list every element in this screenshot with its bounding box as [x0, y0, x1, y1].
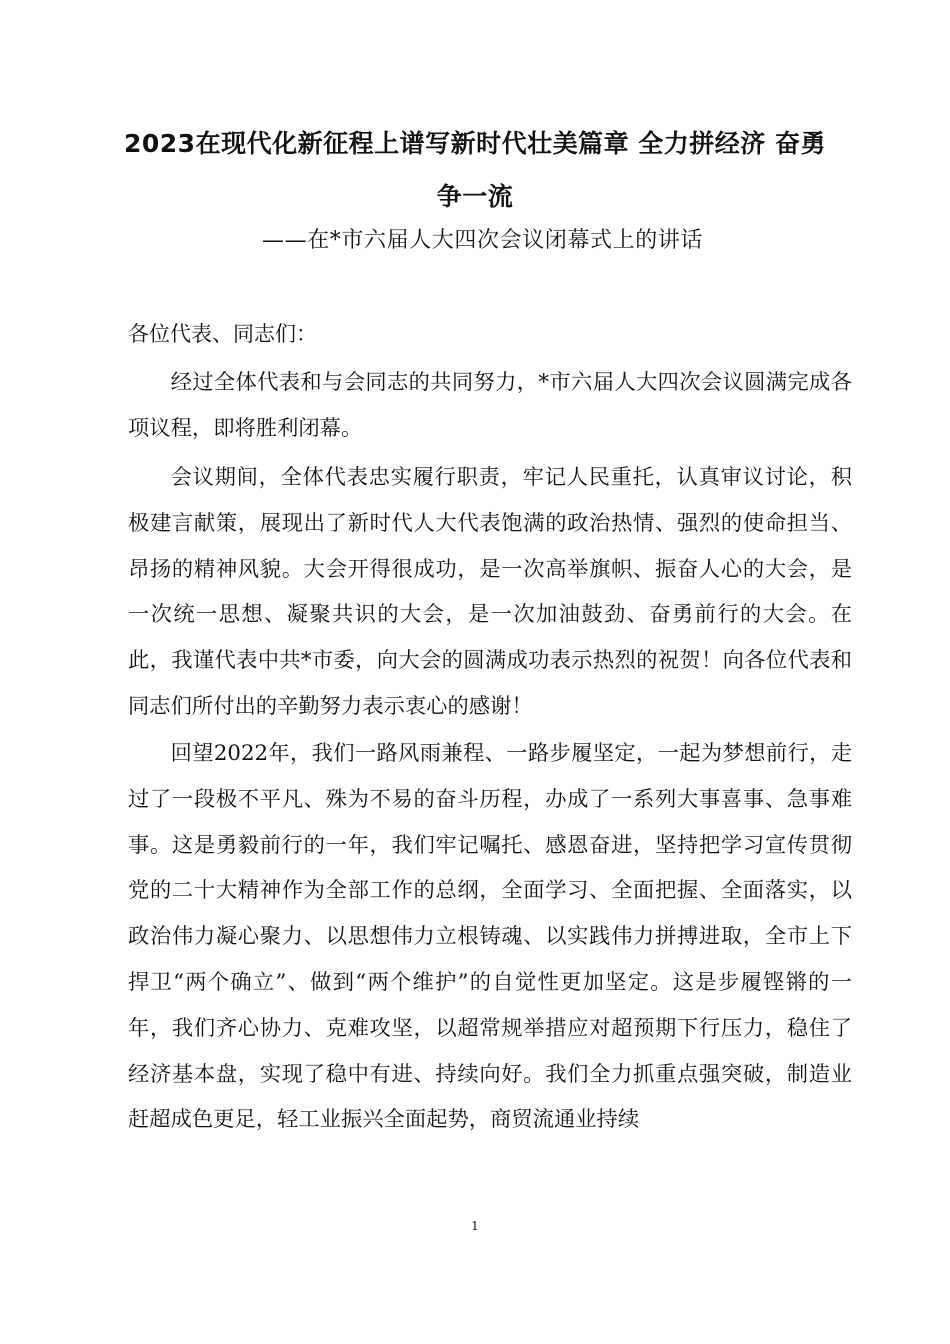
body-paragraph-3: 回望2022年，我们一路风雨兼程、一路步履坚定，一起为梦想前行，走过了一段极不平凡、殊为不易的奋斗历程，办成了一系列大事喜事、急事难事。这是勇毅前行的一年，我们牢记嘱托、感恩奋进，坚持把学习宣传贯彻党的二十大精神作为全部工作的总纲，全面学习、全面把握、全面落实，以政治伟力凝心聚力、以思想伟力立根铸魂、以实践伟力拼搏进取，全市上下捍卫“两个确立”、做到“两个维护”的自觉性更加坚定。这是步履铿锵的一年，我们齐心协力、克难攻坚，以超常规举措应对超预期下行压力，稳住了经济基本盘，实现了稳中有进、持续向好。我们全力抓重点强突破，制造业赶超成色更足，轻工业振兴全面起势，商贸流通业持续 — [128, 741, 852, 1133]
body-paragraph-1: 经过全体代表和与会同志的共同努力，*市六届人大四次会议圆满完成各项议程，即将胜利闭幕。 — [128, 370, 852, 441]
body-paragraph-2: 会议期间，全体代表忠实履行职责，牢记人民重托，认真审议讨论，积极建言献策，展现出了新时代人大代表饱满的政治热情、强烈的使命担当、昂扬的精神风貌。大会开得很成功，是一次高举旗帜、振奋人心的大会，是一次统一思想、凝聚共识的大会，是一次加油鼓劲、奋勇前行的大会。在此，我谨代表中共*市委，向大会的圆满成功表示热烈的祝贺！向各位代表和同志们所付出的辛勤努力表示衷心的感谢！ — [128, 465, 852, 719]
document-title-line-1: 2023在现代化新征程上谱写新时代壮美篇章 全力拼经济 奋勇 — [124, 129, 826, 158]
document-title-line-2: 争一流 — [436, 182, 514, 211]
page-number: 1 — [471, 1219, 479, 1233]
salutation: 各位代表、同志们： — [128, 322, 317, 346]
document-subtitle: ——在*市六届人大四次会议闭幕式上的讲话 — [262, 228, 704, 253]
